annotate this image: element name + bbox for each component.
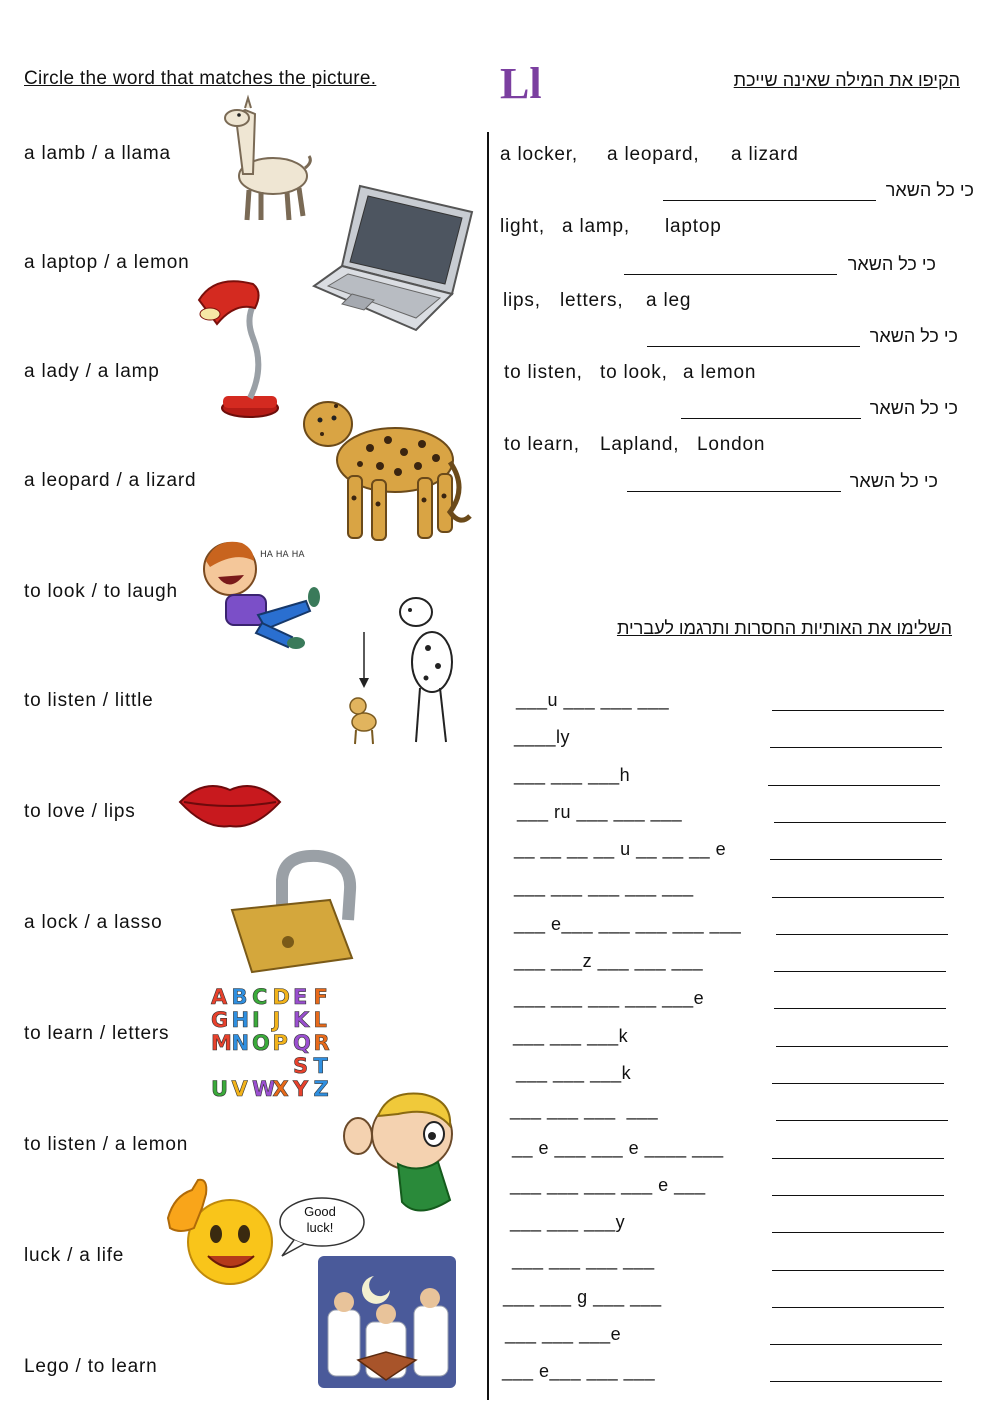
word-pair-4[interactable]: a leopard / a lizard [24, 470, 197, 491]
letter-logo: Ll [500, 59, 542, 108]
fill-in-word-13[interactable]: __ e ___ ___ e ____ ___ [512, 1138, 724, 1158]
group-5-option-3[interactable]: London [697, 434, 766, 455]
group-4-option-3[interactable]: a lemon [683, 362, 757, 383]
group-3-option-3[interactable]: a leg [646, 290, 692, 311]
translation-line-17[interactable] [772, 1307, 944, 1308]
alphabet-letter-i: I [252, 1008, 260, 1032]
alphabet-letter-u: U [211, 1077, 229, 1101]
fill-in-word-2[interactable]: ____ly [514, 727, 571, 747]
translation-line-13[interactable] [772, 1158, 944, 1159]
group-4-option-2[interactable]: to look, [600, 362, 668, 383]
little-dog-illustration [340, 592, 465, 752]
alphabet-letter-p: P [272, 1031, 288, 1055]
alphabet-letter-c: C [252, 985, 268, 1009]
translation-line-7[interactable] [776, 934, 948, 935]
group-3-option-2[interactable]: letters, [560, 290, 624, 311]
fill-in-word-16[interactable]: ___ ___ ___ ___ [512, 1250, 655, 1270]
translation-line-16[interactable] [772, 1270, 944, 1271]
alphabet-letter-q: Q [293, 1031, 311, 1055]
instruction-he: הקיפו את המילה שאינה שייכת [733, 70, 960, 90]
word-pair-8[interactable]: a lock / a lasso [24, 912, 163, 933]
alphabet-letter-l: L [313, 1008, 327, 1032]
complete-instruction-he: השלימו את האותיות החסרות ותרגמו לעברית [616, 618, 952, 638]
translation-line-2[interactable] [770, 747, 942, 748]
translation-line-10[interactable] [776, 1046, 948, 1047]
fill-in-word-8[interactable]: ___ ___z ___ ___ ___ [514, 951, 704, 971]
group-1-option-2[interactable]: a leopard, [607, 144, 700, 165]
word-pair-5[interactable]: to look / to laugh [24, 581, 178, 602]
alphabet-letter-w: W [252, 1077, 276, 1101]
translation-line-18[interactable] [770, 1344, 942, 1345]
group-2-option-3[interactable]: laptop [665, 216, 722, 237]
alphabet-letter-y: Y [293, 1077, 309, 1101]
group-4-option-1[interactable]: to listen, [504, 362, 583, 383]
alphabet-letter-a: A [211, 985, 228, 1009]
translation-line-9[interactable] [774, 1008, 946, 1009]
word-pair-7[interactable]: to love / lips [24, 801, 136, 822]
speech-bubble-text: Good luck! [304, 1204, 336, 1235]
lips-illustration [178, 776, 282, 830]
laughing-kid-illustration [196, 537, 326, 652]
group-5-because: כי כל השאר [849, 471, 938, 491]
fill-in-word-17[interactable]: ___ ___ g ___ ___ [503, 1287, 662, 1307]
fill-in-word-6[interactable]: ___ ___ ___ ___ ___ [514, 877, 694, 897]
fill-in-word-10[interactable]: ___ ___ ___k [513, 1026, 629, 1046]
alphabet-letter-m: M [211, 1031, 232, 1055]
word-pair-12[interactable]: Lego / to learn [24, 1356, 158, 1377]
translation-line-3[interactable] [768, 785, 940, 786]
group-3-because: כי כל השאר [869, 326, 958, 346]
alphabet-letter-z: Z [313, 1077, 329, 1101]
fill-in-word-7[interactable]: ___ e___ ___ ___ ___ ___ [514, 914, 742, 934]
padlock-illustration [226, 850, 366, 975]
alphabet-letter-g: G [211, 1008, 229, 1032]
group-4-because: כי כל השאר [869, 398, 958, 418]
alphabet-letter-f: F [313, 985, 328, 1009]
translation-line-5[interactable] [770, 859, 942, 860]
fill-in-word-12[interactable]: ___ ___ ___ ___ [510, 1100, 659, 1120]
group-3-option-1[interactable]: lips, [503, 290, 541, 311]
group-2-option-1[interactable]: light, [500, 216, 545, 237]
fill-in-word-3[interactable]: ___ ___ ___h [514, 765, 631, 785]
alphabet-letter-x: X [272, 1077, 289, 1101]
alphabet-letter-n: N [231, 1031, 250, 1055]
fill-in-word-19[interactable]: ___ e___ ___ ___ [502, 1361, 656, 1381]
translation-line-4[interactable] [774, 822, 946, 823]
alphabet-blocks [208, 985, 332, 1101]
fill-in-word-1[interactable]: ___u ___ ___ ___ [516, 690, 670, 710]
translation-line-11[interactable] [772, 1083, 944, 1084]
fill-in-word-4[interactable]: ___ ru ___ ___ ___ [517, 802, 683, 822]
group-1-answer-line[interactable] [663, 200, 876, 201]
learning-children-illustration [318, 1256, 456, 1388]
translation-line-6[interactable] [772, 897, 944, 898]
fill-in-word-9[interactable]: ___ ___ ___ ___ ___e [514, 988, 705, 1008]
lamp-illustration [195, 278, 290, 420]
group-2-because: כי כל השאר [847, 254, 936, 274]
alphabet-letter-s: S [293, 1054, 309, 1078]
group-4-answer-line[interactable] [681, 418, 861, 419]
group-5-answer-line[interactable] [627, 491, 841, 492]
alphabet-letter-v: V [231, 1077, 248, 1101]
word-pair-2[interactable]: a laptop / a lemon [24, 252, 190, 273]
fill-in-word-15[interactable]: ___ ___ ___y [510, 1212, 626, 1232]
fill-in-word-14[interactable]: ___ ___ ___ ___ e ___ [510, 1175, 706, 1195]
word-pair-11[interactable]: luck / a life [24, 1245, 125, 1266]
translation-line-12[interactable] [776, 1120, 948, 1121]
instruction-en: Circle the word that matches the picture. [24, 68, 377, 89]
group-1-option-3[interactable]: a lizard [731, 144, 799, 165]
translation-line-15[interactable] [772, 1232, 944, 1233]
kid-laugh-text: HA HA HA [260, 550, 305, 560]
fill-in-word-5[interactable]: __ __ __ __ u __ __ __ e [514, 839, 727, 859]
group-2-option-2[interactable]: a lamp, [562, 216, 630, 237]
word-pair-6[interactable]: to listen / little [24, 690, 154, 711]
word-pair-10[interactable]: to listen / a lemon [24, 1134, 189, 1155]
word-pair-9[interactable]: to learn / letters [24, 1023, 170, 1044]
alphabet-letter-o: O [252, 1031, 270, 1055]
alphabet-letter-h: H [231, 1008, 250, 1032]
translation-line-1[interactable] [772, 710, 944, 711]
alphabet-letter-e: E [293, 985, 308, 1009]
word-pair-1[interactable]: a lamb / a llama [24, 143, 171, 164]
alphabet-letter-k: K [293, 1008, 310, 1032]
group-1-because: כי כל השאר [885, 180, 974, 200]
alphabet-letter-t: T [313, 1054, 328, 1078]
llama-illustration [215, 96, 315, 226]
group-2-answer-line[interactable] [624, 274, 837, 275]
translation-line-19[interactable] [770, 1381, 942, 1382]
alphabet-letter-d: D [272, 985, 290, 1009]
group-3-answer-line[interactable] [647, 346, 860, 347]
translation-line-8[interactable] [774, 971, 946, 972]
fill-in-word-18[interactable]: ___ ___ ___e [505, 1324, 622, 1344]
alphabet-letter-b: B [231, 985, 248, 1009]
thumbs-up-emoji [164, 1178, 279, 1290]
laptop-illustration [312, 182, 477, 332]
group-5-option-2[interactable]: Lapland, [600, 434, 680, 455]
word-pair-3[interactable]: a lady / a lamp [24, 361, 160, 382]
column-divider [487, 132, 489, 1400]
group-1-option-1[interactable]: a locker, [500, 144, 578, 165]
alphabet-letter-j: J [272, 1008, 281, 1032]
translation-line-14[interactable] [772, 1195, 944, 1196]
leopard-illustration [300, 388, 475, 548]
group-5-option-1[interactable]: to learn, [504, 434, 580, 455]
alphabet-letter-r: R [313, 1031, 330, 1055]
fill-in-word-11[interactable]: ___ ___ ___k [516, 1063, 632, 1083]
